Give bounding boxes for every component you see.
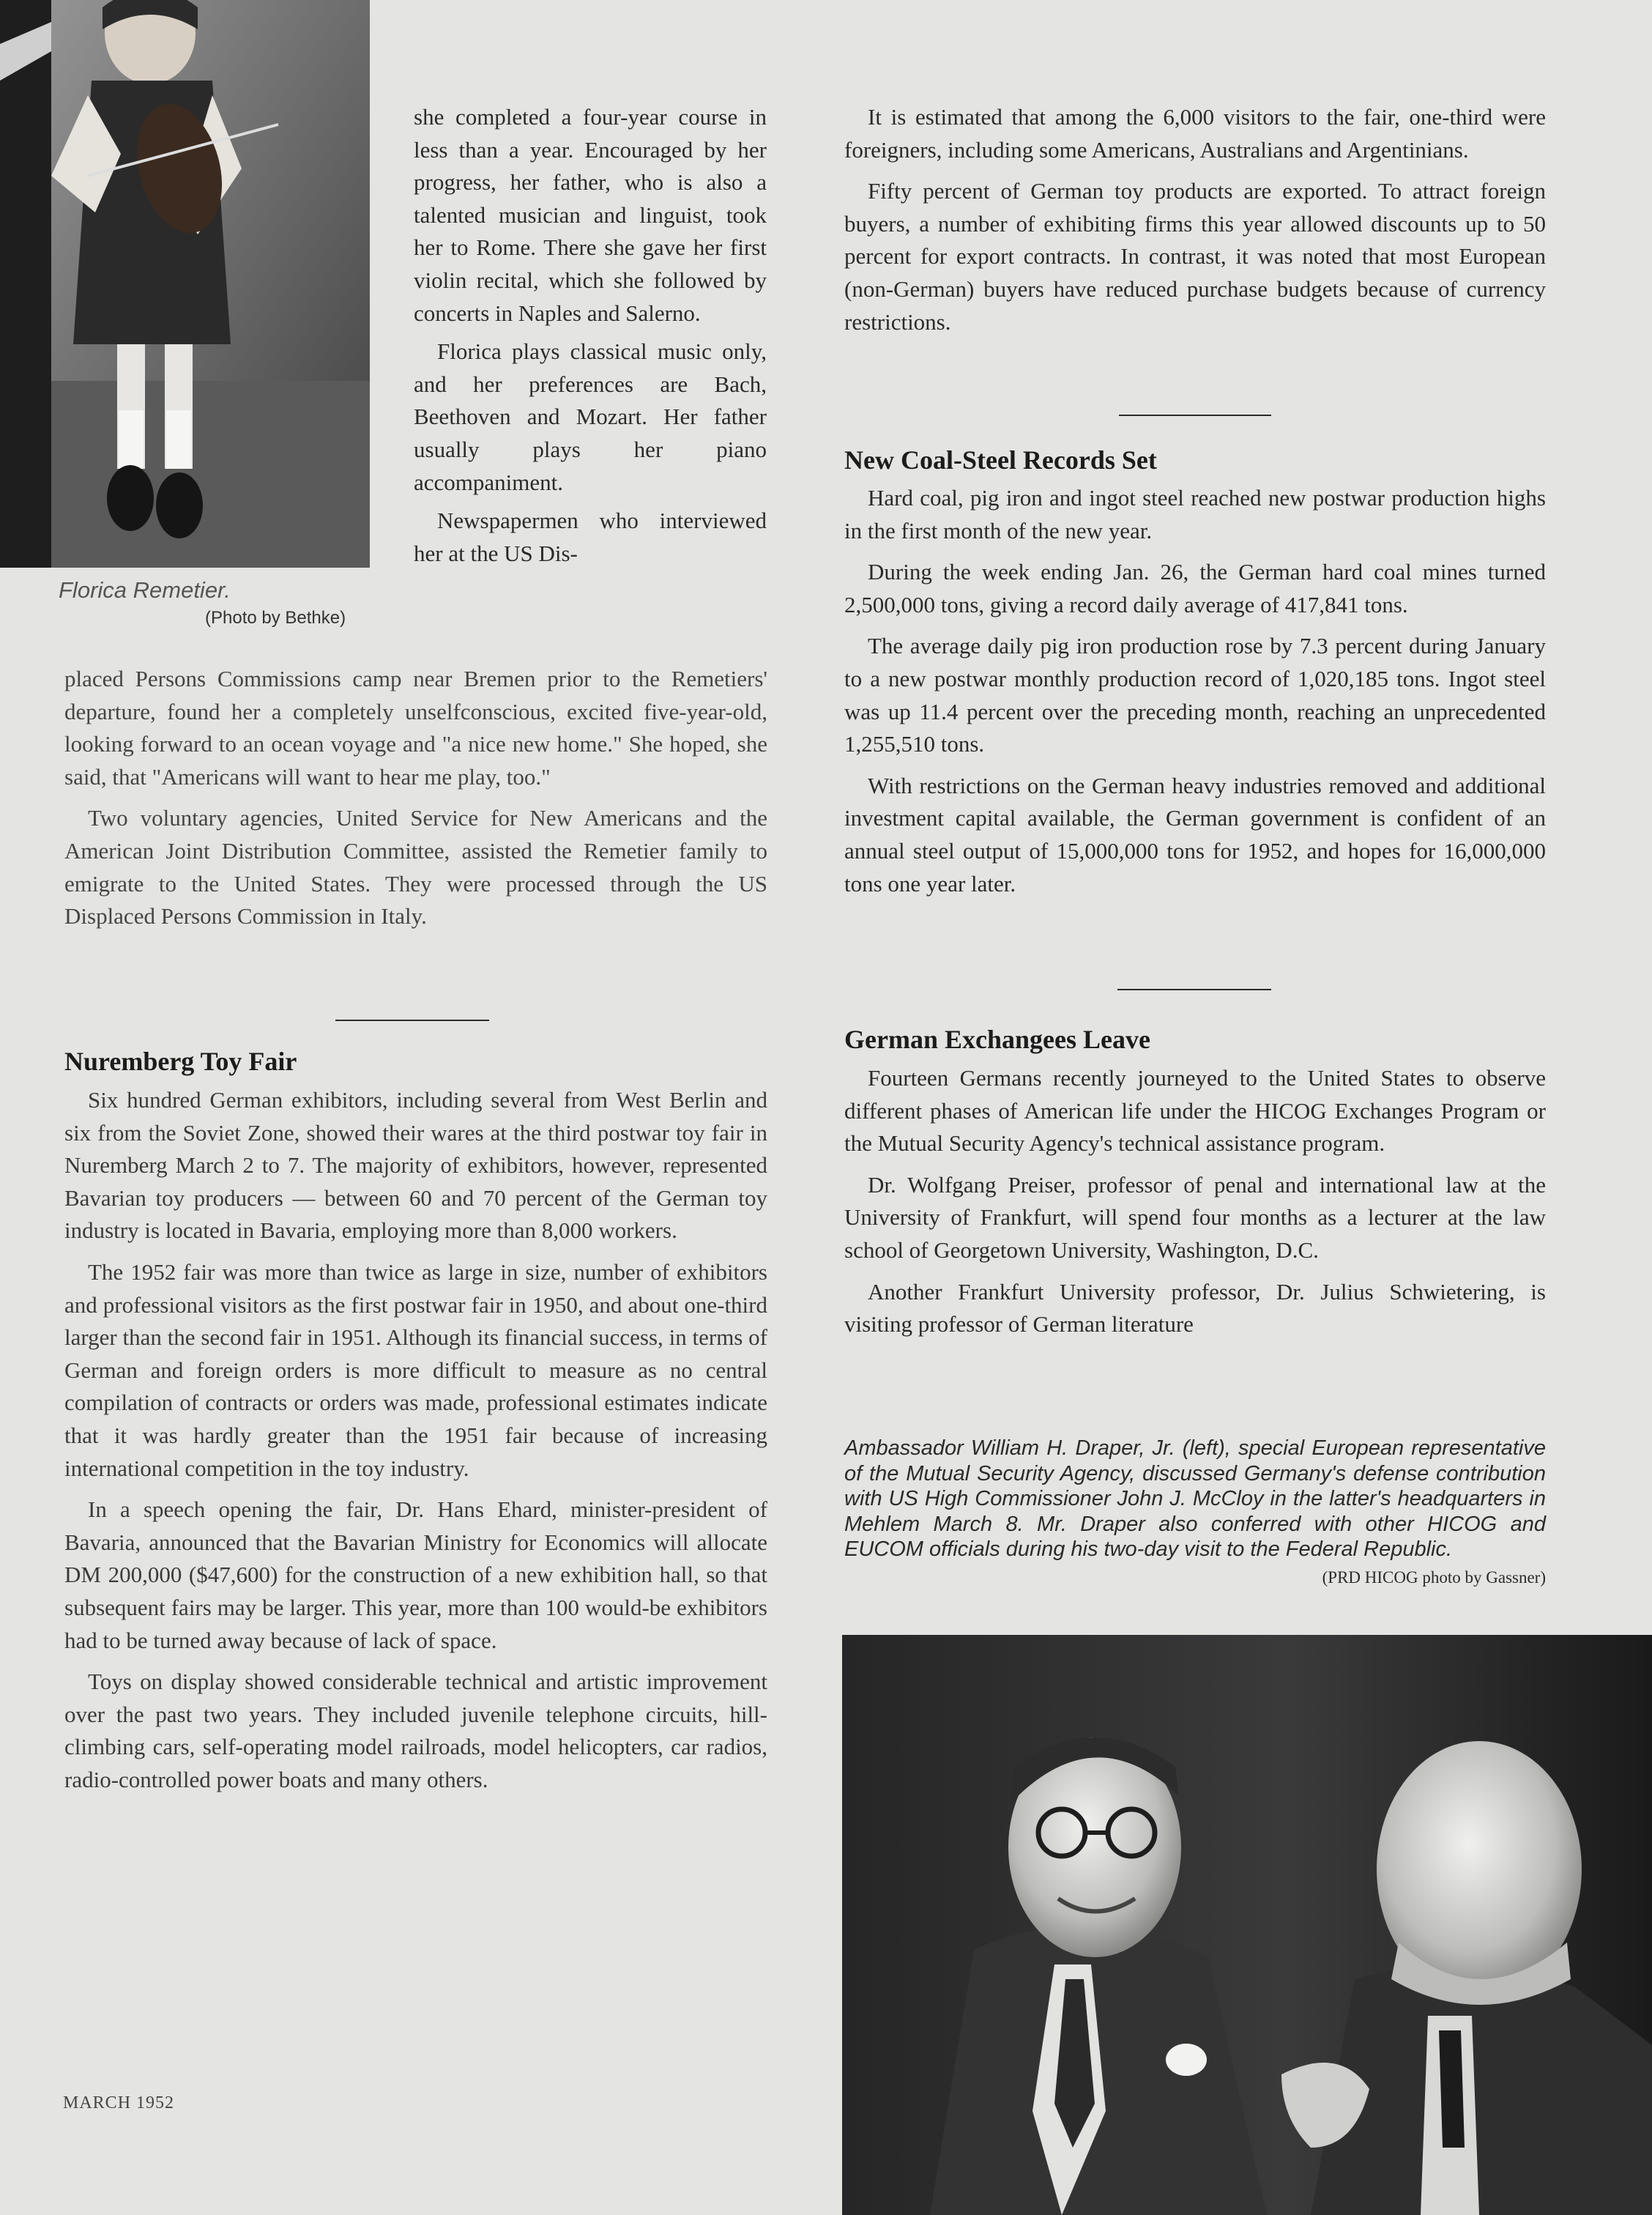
paragraph: With restrictions on the German heavy industries removed and additional investment capital available, the German government is confident of an annual steel output of 15,000,000 tons for 1952, and hopes for 16,000,000 tons one year later.	[844, 772, 1546, 897]
photo-caption-credit: (PRD HICOG photo by Gassner)	[1322, 1567, 1546, 1587]
divider	[335, 1020, 489, 1021]
footer-issue: MARCH 1952	[63, 2093, 175, 2112]
paragraph: Six hundred German exhibitors, including several from West Berlin and six from the Soviet Zone, showed their wares at the third postwar toy fair in Nuremberg March 2 to 7. The majority of exhibitors, however, represented Bavarian toy producers — between 60 and 70 percent of the German toy industry is located in Bavaria, employing more than 8,000 workers.	[64, 1087, 767, 1244]
paragraph: she completed a four-year course in less than a year. Encouraged by her progress, her father, who is also a talented musician and linguist, took her to Rome. There she gave her first violin recital, which she followed by concerts in Naples and Salerno.	[414, 104, 767, 326]
paragraph: Another Frankfurt University professor, Dr. Julius Schwietering, is visiting professor of German literature	[844, 1278, 1546, 1337]
photo-caption-text: Ambassador William H. Draper, Jr. (left), special European representative of the Mutual Security Agency, discussed Germany's defense contribution with US High Commissioner John J. McCloy in the latter's headquarters in Mehlem March 8. Mr. Draper also conferred with other HICOG and EUCOM officials during his two-day visit to the Federal Republic.	[844, 1436, 1546, 1561]
paragraph: Newspapermen who interviewed her at the US Dis-	[414, 508, 767, 566]
paragraph: In a speech opening the fair, Dr. Hans Ehard, minister-president of Bavaria, announced that the Bavarian Ministry for Economics will allocate DM 200,000 ($47,600) for the construction of a new exhibition hall, so that subsequent fairs may be larger. This year, more than 100 would-be exhibitors had to be turned away because of lack of space.	[64, 1496, 767, 1653]
florica-story-narrow	[414, 101, 767, 570]
divider	[1117, 989, 1271, 990]
coal-steel-article	[844, 482, 1546, 909]
paragraph: The 1952 fair was more than twice as large in size, number of exhibitors and professional visitors as the first postwar fair in 1950, and about one-third larger than the second fair in 1951. Although its financial success, in terms of German and foreign orders is more difficult to measure as no central compilation of contracts or orders was made, professional estimates indicate that it was hardly greater than the 1951 fair because of increasing international competition in the toy industry.	[64, 1258, 767, 1481]
toy-fair-heading: Nuremberg Toy Fair	[64, 1047, 297, 1076]
draper-mccloy-image	[842, 1635, 1652, 2215]
exchangees-heading: German Exchangees Leave	[844, 1025, 1150, 1054]
paragraph: Toys on display showed considerable technical and artistic improvement over the past two years. They included juvenile telephone circuits, hill-climbing cars, self-operating model railroads, model helicopters, car radios, radio-controlled power boats and many others.	[64, 1669, 767, 1792]
florica-story-wide	[64, 663, 767, 942]
photo-draper-mccloy	[842, 1635, 1652, 2215]
girl-caption-name: Florica Remetier.	[59, 577, 231, 603]
paragraph: Florica plays classical music only, and her preferences are Bach, Beethoven and Mozart. Her father usually plays her piano accompaniment.	[414, 338, 767, 495]
paragraph: The average daily pig iron production rose by 7.3 percent during January to a new postwar monthly production record of 1,020,185 tons. Ingot steel was up 11.4 percent over the preceding month, reaching an unprecedented 1,255,510 tons.	[844, 633, 1546, 757]
paragraph: Fourteen Germans recently journeyed to the United States to observe different phases of American life under the HICOG Exchanges Program or the Mutual Security Agency's technical assistance program.	[844, 1065, 1546, 1157]
photo-caption	[844, 1436, 1546, 1590]
coal-steel-heading: New Coal-Steel Records Set	[844, 445, 1157, 475]
paragraph: It is estimated that among the 6,000 visitors to the fair, one-third were foreigners, including some Americans, Australians and Argentinians.	[844, 104, 1546, 163]
paragraph: placed Persons Commissions camp near Bremen prior to the Remetiers' departure, found her a completely unselfconscious, excited five-year-old, looking forward to an ocean voyage and "a nice new home." She hoped, she said, that "Americans will want to hear me play, too."	[64, 666, 767, 790]
paragraph: Fifty percent of German toy products are exported. To attract foreign buyers, a number of exhibiting firms this year allowed discounts up to 50 percent for export contracts. In contrast, it was noted that most European (non-German) buyers have reduced purchase budgets because of currency restrictions.	[844, 178, 1546, 335]
toy-fair-article	[64, 1084, 767, 1805]
paragraph: Two voluntary agencies, United Service for New Americans and the American Joint Distribution Committee, assisted the Remetier family to emigrate to the United States. They were processed through the US Displaced Persons Commission in Italy.	[64, 805, 767, 930]
paragraph: Dr. Wolfgang Preiser, professor of penal and international law at the University of Frankfurt, will spend four months as a lecturer at the law school of Georgetown University, Washington, D.C.	[844, 1171, 1546, 1263]
photo-girl-violin	[0, 0, 370, 568]
paragraph: Hard coal, pig iron and ingot steel reached new postwar production highs in the first month of the new year.	[844, 485, 1546, 543]
toy-fair-continued	[844, 101, 1546, 347]
girl-violin-image	[0, 0, 370, 568]
divider	[1119, 415, 1271, 416]
paragraph: During the week ending Jan. 26, the German hard coal mines turned 2,500,000 tons, giving a record daily average of 417,841 tons.	[844, 559, 1546, 617]
exchangees-article	[844, 1062, 1546, 1350]
girl-caption-credit: (Photo by Bethke)	[205, 608, 346, 628]
